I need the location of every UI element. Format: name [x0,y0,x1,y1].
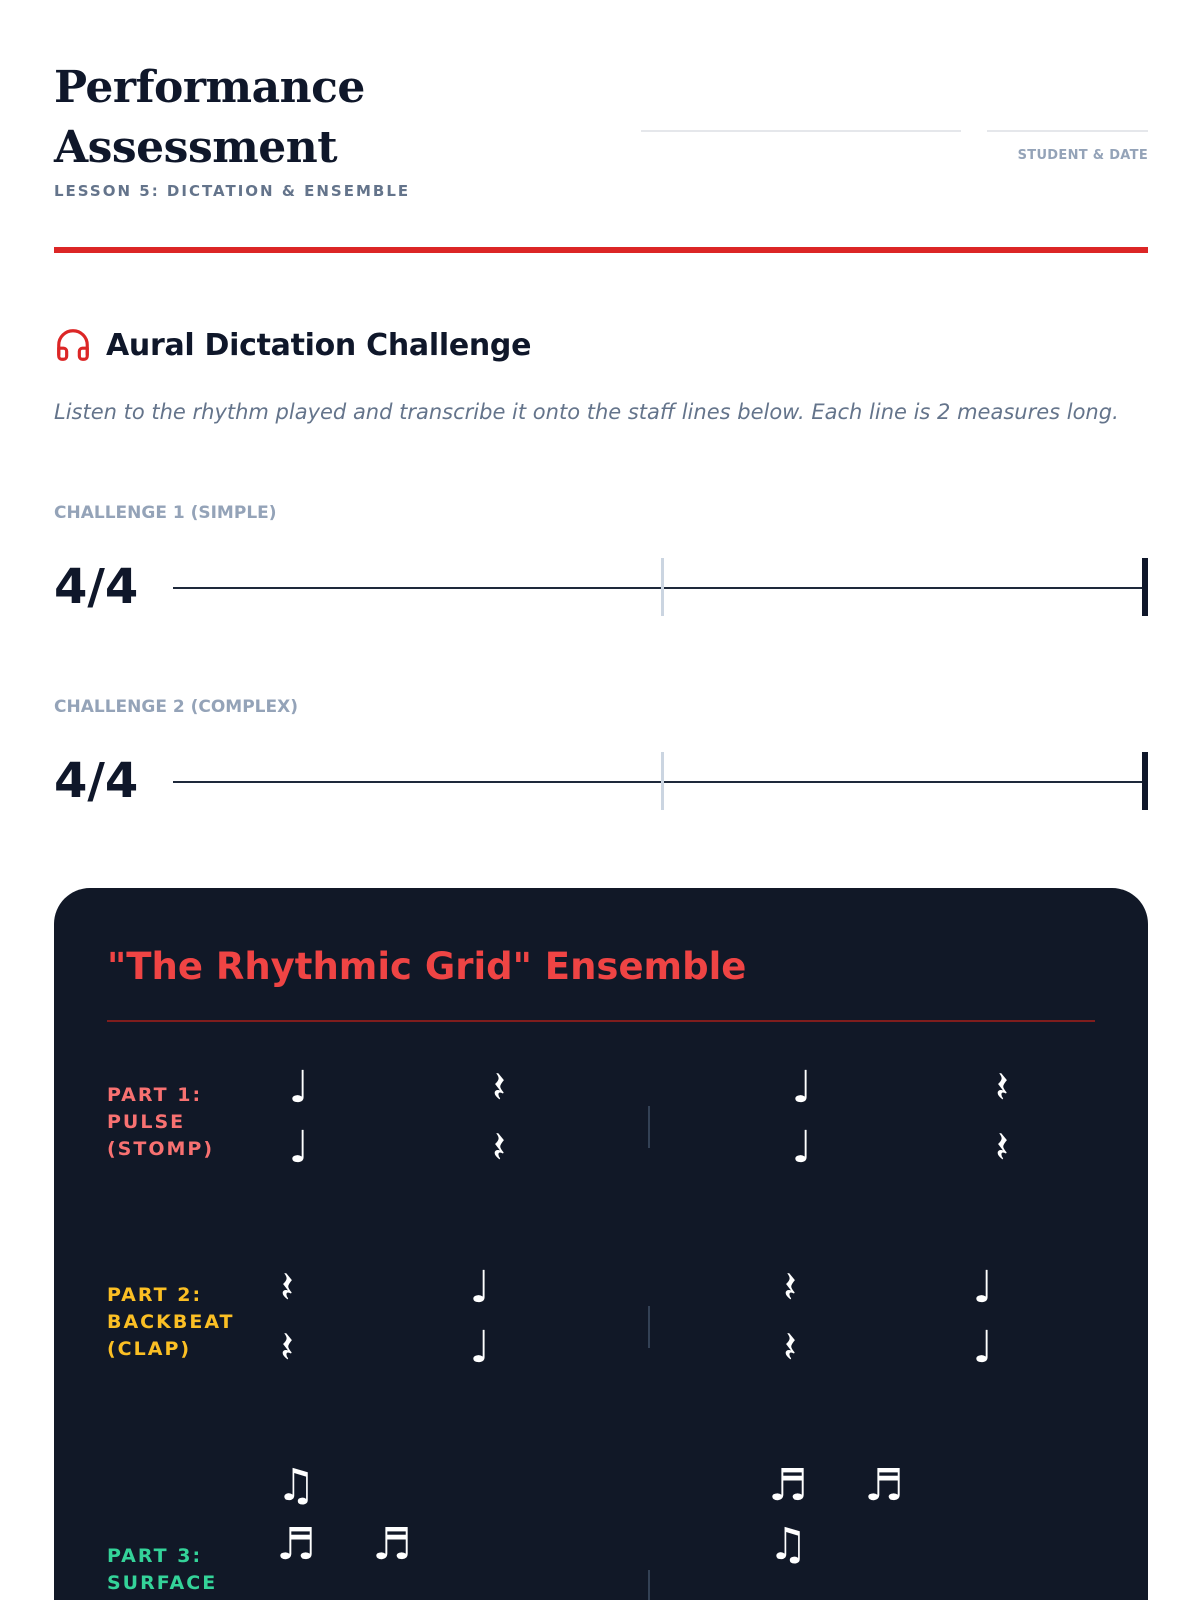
part-label-line: BACKBEAT [107,1311,235,1333]
time-signature: 4/4 [54,753,139,809]
rhythm-note: ♩ [791,1062,813,1113]
rhythm-rest: 𝄽 [492,1122,506,1173]
rhythm-note: ♩ [791,1122,813,1173]
ensemble-title: "The Rhythmic Grid" Ensemble [107,945,747,988]
date-line[interactable] [987,130,1148,132]
part-label-line: PART 2: [107,1284,203,1306]
staff-line [173,587,1144,589]
rhythm-note: ♩ [288,1122,310,1173]
rhythm-rest: 𝄽 [783,1322,797,1373]
rhythm-rest: 𝄽 [492,1062,506,1113]
header-divider [54,247,1148,253]
part-2-label [107,1282,235,1363]
rhythm-rest: 𝄽 [995,1062,1009,1113]
part-label-line: (CLAP) [107,1338,192,1360]
student-name-line[interactable] [641,130,961,132]
time-signature: 4/4 [54,559,139,615]
headphones-icon [54,326,92,364]
rhythm-note: ♩ [469,1322,491,1373]
rhythm-note: ♫ [276,1460,316,1511]
rhythm-note: ♩ [972,1262,994,1313]
part-1-label [107,1082,214,1163]
rhythm-note: ♬ [372,1519,412,1570]
rhythm-note: ♬ [768,1460,808,1511]
final-bar-line [1142,558,1148,616]
measure-divider [648,1570,650,1600]
rhythm-note: ♫ [768,1519,808,1570]
rhythm-note: ♩ [469,1262,491,1313]
bar-line [661,558,664,616]
bar-line [661,752,664,810]
ensemble-panel [54,888,1148,1600]
challenge-1-label: CHALLENGE 1 (SIMPLE) [54,503,277,523]
dictation-section-heading [54,322,531,368]
rhythm-note: ♬ [276,1519,316,1570]
part-label-line: SURFACE [107,1572,218,1594]
page-title: Performance Assessment [54,62,365,173]
part-label-line: PART 1: [107,1084,203,1106]
student-date-label: STUDENT & DATE [1017,148,1148,163]
staff-line [173,781,1144,783]
final-bar-line [1142,752,1148,810]
rhythm-note: ♩ [972,1322,994,1373]
rhythm-note: ♬ [864,1460,904,1511]
challenge-1-staff[interactable] [54,558,1148,616]
rhythm-rest: 𝄽 [783,1262,797,1313]
challenge-2-staff[interactable] [54,752,1148,810]
rhythm-rest: 𝄽 [280,1322,294,1373]
ensemble-divider [107,1020,1095,1022]
rhythm-rest: 𝄽 [280,1262,294,1313]
dictation-title: Aural Dictation Challenge [106,327,532,363]
part-label-line: PART 3: [107,1545,203,1567]
challenge-2-label: CHALLENGE 2 (COMPLEX) [54,697,298,717]
measure-divider [648,1106,650,1148]
measure-divider [648,1306,650,1348]
rhythm-rest: 𝄽 [995,1122,1009,1173]
dictation-instructions: Listen to the rhythm played and transcribe it onto the staff lines below. Each line is 2 measures long. [54,400,1119,424]
part-label-line: (STOMP) [107,1138,214,1160]
rhythm-note: ♩ [288,1062,310,1113]
part-label-line: PULSE [107,1111,186,1133]
part-3-label [107,1543,217,1597]
page-header [54,58,1148,208]
lesson-subtitle: LESSON 5: DICTATION & ENSEMBLE [54,182,411,200]
